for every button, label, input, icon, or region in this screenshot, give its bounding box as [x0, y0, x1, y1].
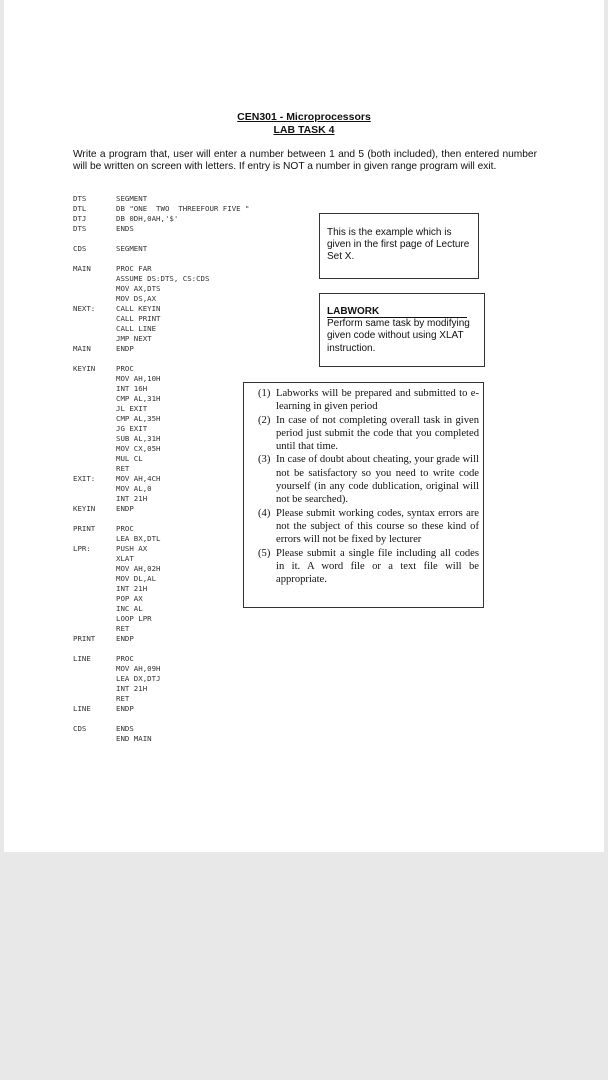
rule-text: In case of doubt about cheating, your grade will not be satisfactory so you need to write code yourself (in any code dublication, original will not be searched).	[276, 454, 479, 506]
code-label	[73, 324, 116, 334]
code-line	[73, 294, 250, 304]
code-line	[73, 394, 250, 404]
code-instruction: LEA BX,DTL	[116, 534, 161, 543]
code-line	[73, 624, 250, 634]
rule-text: In case of not completing overall task in given period just submit the code that you completed until that time.	[276, 414, 479, 453]
code-line	[73, 484, 250, 494]
rule-item	[258, 414, 479, 454]
rule-text: Labworks will be prepared and submitted to e-learning in given period	[276, 388, 479, 413]
code-line	[73, 574, 250, 584]
code-label: MAIN	[73, 264, 91, 273]
rule-number: (3)	[258, 454, 271, 466]
rules-box	[243, 382, 484, 608]
code-line	[73, 514, 250, 524]
code-label: DTS	[73, 194, 87, 203]
task-description: Write a program that, user will enter a number between 1 and 5 (both included), then entered number will be written on screen with letters. If entry is NOT a number in given range program will exit.	[73, 149, 537, 172]
code-line	[73, 354, 250, 364]
code-line	[73, 324, 250, 334]
code-line	[73, 634, 250, 644]
code-instruction: MUL CL	[116, 454, 143, 463]
rule-text: Please submit working codes, syntax errors are not the subject of this course so these kind of errors will not be fixed by lecturer	[276, 507, 479, 546]
code-line	[73, 314, 250, 324]
rule-number: (4)	[258, 507, 271, 519]
code-line	[73, 544, 250, 554]
code-label	[73, 234, 116, 244]
code-label	[73, 514, 116, 524]
code-instruction: ENDS	[116, 224, 134, 233]
code-label	[73, 644, 116, 654]
code-line	[73, 594, 250, 604]
code-label	[73, 384, 116, 394]
code-label: LPR:	[73, 544, 91, 553]
assembly-code-listing	[73, 194, 250, 744]
code-line	[73, 434, 250, 444]
code-label	[73, 694, 116, 704]
rule-number: (2)	[258, 414, 271, 426]
code-label	[73, 584, 116, 594]
code-instruction: JG EXIT	[116, 424, 148, 433]
code-label	[73, 574, 116, 584]
code-instruction: END MAIN	[116, 734, 152, 743]
code-instruction: MOV AH,4CH	[116, 474, 161, 483]
code-line	[73, 414, 250, 424]
code-label	[73, 494, 116, 504]
code-instruction: JMP NEXT	[116, 334, 152, 343]
code-line	[73, 224, 250, 234]
code-label	[73, 624, 116, 634]
code-line	[73, 504, 250, 514]
code-instruction: INT 21H	[116, 584, 148, 593]
code-line	[73, 424, 250, 434]
code-label	[73, 664, 116, 674]
code-line	[73, 344, 250, 354]
code-label	[73, 484, 116, 494]
task-title: LAB TASK 4	[273, 124, 335, 136]
code-label: KEYIN	[73, 364, 96, 373]
code-line	[73, 234, 250, 244]
code-instruction: CMP AL,35H	[116, 414, 161, 423]
code-instruction: INC AL	[116, 604, 143, 613]
code-label	[73, 284, 116, 294]
code-label: EXIT:	[73, 474, 96, 483]
code-instruction: ENDP	[116, 504, 134, 513]
rule-text: Please submit a single file including all codes in it. A word file or a text file will be appropriate.	[276, 547, 479, 586]
code-label: DTS	[73, 224, 87, 233]
code-line	[73, 384, 250, 394]
code-label	[73, 354, 116, 364]
code-instruction: ENDP	[116, 634, 134, 643]
code-instruction: SEGMENT	[116, 194, 148, 203]
code-line	[73, 584, 250, 594]
code-label	[73, 554, 116, 564]
code-line	[73, 734, 250, 744]
code-line	[73, 654, 250, 664]
example-note-box	[319, 213, 479, 279]
code-line	[73, 724, 250, 734]
code-label	[73, 394, 116, 404]
code-line	[73, 444, 250, 454]
code-instruction: ENDS	[116, 724, 134, 733]
rule-number: (5)	[258, 547, 271, 559]
code-instruction: LEA DX,DTJ	[116, 674, 161, 683]
code-line	[73, 464, 250, 474]
code-instruction: INT 21H	[116, 684, 148, 693]
code-label	[73, 434, 116, 444]
labwork-title: LABWORK	[327, 306, 467, 318]
code-label	[73, 454, 116, 464]
code-line	[73, 644, 250, 654]
code-line	[73, 604, 250, 614]
code-instruction: CALL PRINT	[116, 314, 161, 323]
code-line	[73, 304, 250, 314]
code-label	[73, 534, 116, 544]
code-instruction: CALL LINE	[116, 324, 157, 333]
labwork-box	[319, 293, 485, 367]
code-line	[73, 334, 250, 344]
code-line	[73, 674, 250, 684]
code-instruction: ASSUME DS:DTS, CS:CDS	[116, 274, 210, 283]
code-label	[73, 314, 116, 324]
code-instruction: LOOP LPR	[116, 614, 152, 623]
code-instruction: RET	[116, 694, 130, 703]
code-label: DTL	[73, 204, 87, 213]
code-instruction: DB 0DH,0AH,'$'	[116, 214, 179, 223]
code-line	[73, 254, 250, 264]
code-line	[73, 614, 250, 624]
code-instruction: PUSH AX	[116, 544, 148, 553]
code-label	[73, 464, 116, 474]
code-line	[73, 554, 250, 564]
code-line	[73, 404, 250, 414]
code-line	[73, 374, 250, 384]
code-line	[73, 494, 250, 504]
code-label	[73, 374, 116, 384]
code-line	[73, 664, 250, 674]
code-label: NEXT:	[73, 304, 96, 313]
code-label: CDS	[73, 724, 87, 733]
code-line	[73, 474, 250, 484]
code-instruction: SUB AL,31H	[116, 434, 161, 443]
rule-item	[258, 547, 479, 587]
code-line	[73, 694, 250, 704]
code-instruction: MOV AH,02H	[116, 564, 161, 573]
code-label	[73, 594, 116, 604]
code-line	[73, 364, 250, 374]
code-instruction: CMP AL,31H	[116, 394, 161, 403]
code-label	[73, 274, 116, 284]
code-line	[73, 284, 250, 294]
rule-number: (1)	[258, 388, 271, 399]
code-instruction: MOV AH,09H	[116, 664, 161, 673]
code-label	[73, 414, 116, 424]
code-line	[73, 524, 250, 534]
code-instruction: PROC FAR	[116, 264, 152, 273]
code-instruction: PROC	[116, 524, 134, 533]
code-instruction: MOV AX,DTS	[116, 284, 161, 293]
code-label: CDS	[73, 244, 87, 253]
document-page	[4, 0, 604, 852]
code-label	[73, 564, 116, 574]
code-line	[73, 244, 250, 254]
code-line	[73, 684, 250, 694]
code-instruction: ENDP	[116, 344, 134, 353]
code-instruction: MOV DL,AL	[116, 574, 157, 583]
code-line	[73, 204, 250, 214]
code-line	[73, 564, 250, 574]
code-label: MAIN	[73, 344, 91, 353]
code-line	[73, 274, 250, 284]
code-label	[73, 294, 116, 304]
code-label	[73, 604, 116, 614]
code-line	[73, 704, 250, 714]
rule-item	[258, 387, 479, 414]
code-instruction: CALL KEYIN	[116, 304, 161, 313]
code-label	[73, 714, 116, 724]
code-label: KEYIN	[73, 504, 96, 513]
code-instruction: MOV DS,AX	[116, 294, 157, 303]
code-instruction: JL EXIT	[116, 404, 148, 413]
code-line	[73, 264, 250, 274]
code-label	[73, 614, 116, 624]
code-label	[73, 334, 116, 344]
code-instruction: SEGMENT	[116, 244, 148, 253]
code-instruction: ENDP	[116, 704, 134, 713]
code-label	[73, 734, 116, 744]
code-label	[73, 404, 116, 414]
code-instruction: RET	[116, 464, 130, 473]
code-label: LINE	[73, 654, 91, 663]
code-line	[73, 534, 250, 544]
code-line	[73, 454, 250, 464]
code-label: LINE	[73, 704, 91, 713]
example-note-text: This is the example which is given in the first page of Lecture Set X.	[327, 227, 470, 263]
code-label: PRINT	[73, 634, 96, 643]
code-line	[73, 194, 250, 204]
code-instruction: INT 16H	[116, 384, 148, 393]
code-instruction: PROC	[116, 654, 134, 663]
code-instruction: INT 21H	[116, 494, 148, 503]
code-label	[73, 424, 116, 434]
code-label	[73, 444, 116, 454]
labwork-text: Perform same task by modifying given code without using XLAT instruction.	[327, 318, 470, 354]
code-instruction: PROC	[116, 364, 134, 373]
code-instruction: XLAT	[116, 554, 134, 563]
code-instruction: RET	[116, 624, 130, 633]
rule-item	[258, 453, 479, 506]
course-title: CEN301 - Microprocessors	[237, 111, 371, 123]
code-label	[73, 684, 116, 694]
code-label	[73, 674, 116, 684]
code-instruction: MOV AL,0	[116, 484, 152, 493]
code-line	[73, 714, 250, 724]
code-instruction: MOV CX,05H	[116, 444, 161, 453]
code-line	[73, 214, 250, 224]
code-instruction: MOV AH,10H	[116, 374, 161, 383]
code-instruction: DB "ONE TWO THREEFOUR FIVE "	[116, 204, 250, 213]
document-title	[4, 111, 604, 137]
code-instruction: POP AX	[116, 594, 143, 603]
code-label: DTJ	[73, 214, 87, 223]
code-label	[73, 254, 116, 264]
code-label: PRINT	[73, 524, 96, 533]
rule-item	[258, 507, 479, 547]
